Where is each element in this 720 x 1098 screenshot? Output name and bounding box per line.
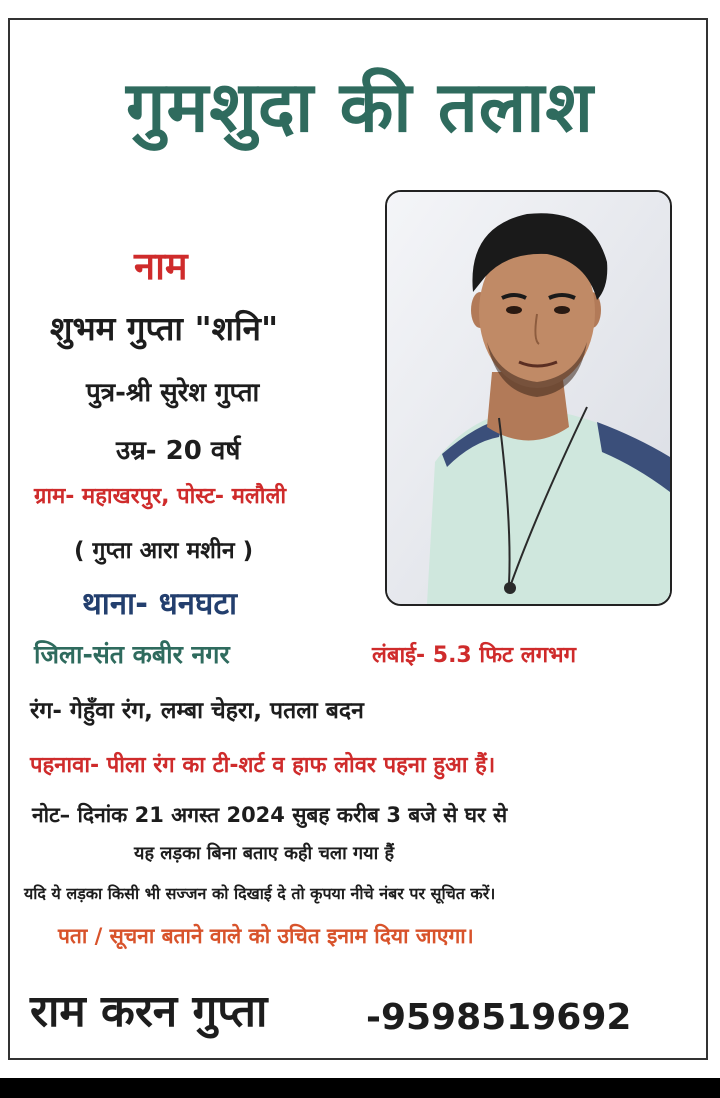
missing-person-photo (385, 190, 672, 606)
note-line-2: यह लड़का बिना बताए कही चला गया हैं (134, 843, 395, 864)
reward-note: पता / सूचना बताने वाले को उचित इनाम दिया जाएगा। (58, 924, 474, 948)
age: उम्र- 20 वर्ष (116, 436, 241, 466)
person-name: शुभम गुप्ता "शनि" (50, 309, 279, 348)
contact-phone: -9598519692 (366, 997, 632, 1038)
poster-title: गुमशुदा की तलाश (126, 66, 594, 148)
height: लंबाई- 5.3 फिट लगभग (372, 643, 576, 668)
landmark: ( गुप्ता आरा मशीन ) (74, 538, 254, 564)
district: जिला-संत कबीर नगर (34, 640, 230, 669)
name-heading: नाम (134, 244, 188, 288)
note-line-1: नोट– दिनांक 21 अगस्त 2024 सुबह करीब 3 बजे से घर से (32, 803, 508, 827)
father-name: पुत्र-श्री सुरेश गुप्ता (86, 378, 260, 408)
police-station: थाना- धनघटा (82, 586, 237, 622)
clothing: पहनावा- पीला रंग का टी-शर्ट व हाफ लोवर पहना हुआ हैं। (30, 753, 496, 778)
complexion: रंग- गेहुँवा रंग, लम्बा चेहरा, पतला बदन (30, 698, 364, 724)
bottom-bar (0, 1078, 720, 1098)
person-portrait-image (387, 192, 670, 604)
village-address: ग्राम- महाखरपुर, पोस्ट- मलौली (34, 484, 287, 509)
contact-name: राम करन गुप्ता (30, 986, 268, 1037)
note-line-3: यदि ये लड़का किसी भी सज्जन को दिखाई दे तो कृपया नीचे नंबर पर सूचित करें। (24, 884, 496, 903)
